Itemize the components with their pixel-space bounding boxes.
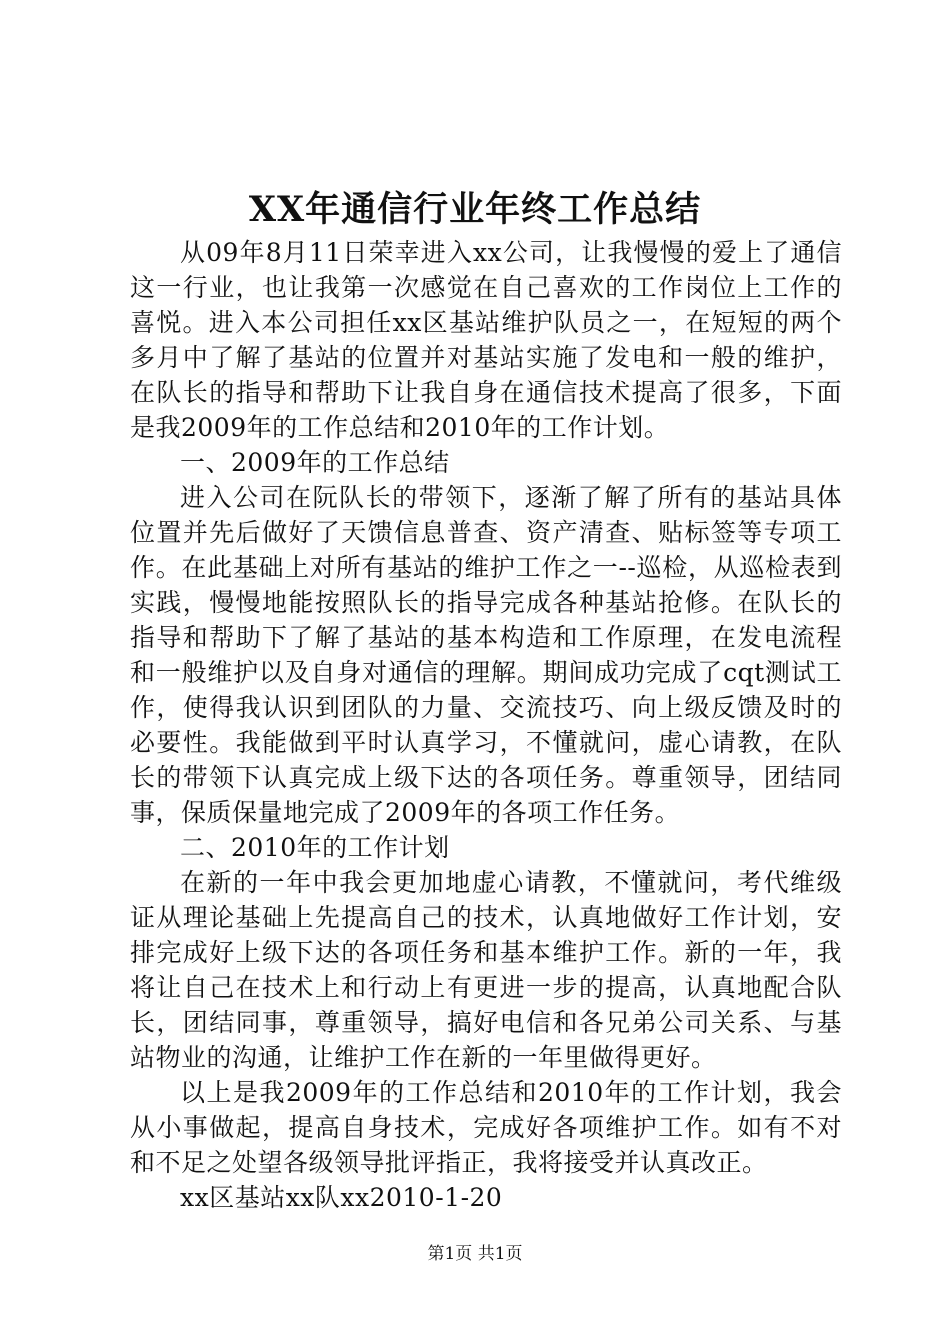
intro-paragraph: 从09年8月11日荣幸进入xx公司，让我慢慢的爱上了通信这一行业，也让我第一次感觉在自己喜欢的工作岗位上工作的喜悦。进入本公司担任xx区基站维护队员之一，在短短的两个多月中了解了基站的位置并对基站实施了发电和一般的维护，在队长的指导和帮助下让我自身在通信技术提高了很多，下面是我2009年的工作总结和2010年的工作计划。 xyxy=(130,238,842,442)
section-2-heading: 二、2010年的工作计划 xyxy=(180,833,450,862)
document-title: XX年通信行业年终工作总结 xyxy=(248,189,702,230)
signature-line: xx区基站xx队xx2010-1-20 xyxy=(180,1183,503,1212)
document-body xyxy=(130,235,842,1215)
page-footer: 第1页 共1页 xyxy=(427,1244,523,1264)
closing-paragraph: 以上是我2009年的工作总结和2010年的工作计划，我会从小事做起，提高自身技术，完成好各项维护工作。如有不对和不足之处望各级领导批评指正，我将接受并认真改正。 xyxy=(130,1078,842,1177)
section-2-paragraph: 在新的一年中我会更加地虚心请教，不懂就问，考代维级证从理论基础上先提高自己的技术，认真地做好工作计划，安排完成好上级下达的各项任务和基本维护工作。新的一年，我将让自己在技术上和行动上有更进一步的提高，认真地配合队长，团结同事，尊重领导，搞好电信和各兄弟公司关系、与基站物业的沟通，让维护工作在新的一年里做得更好。 xyxy=(130,868,842,1072)
section-1-paragraph: 进入公司在阮队长的带领下，逐渐了解了所有的基站具体位置并先后做好了天馈信息普查、资产清查、贴标签等专项工作。在此基础上对所有基站的维护工作之一--巡检，从巡检表到实践，慢慢地能按照队长的指导完成各种基站抢修。在队长的指导和帮助下了解了基站的基本构造和工作原理，在发电流程和一般维护以及自身对通信的理解。期间成功完成了cqt测试工作，使得我认识到团队的力量、交流技巧、向上级反馈及时的必要性。我能做到平时认真学习，不懂就问，虚心请教，在队长的带领下认真完成上级下达的各项任务。尊重领导，团结同事，保质保量地完成了2009年的各项工作任务。 xyxy=(130,483,842,827)
section-1-heading: 一、2009年的工作总结 xyxy=(180,448,450,477)
